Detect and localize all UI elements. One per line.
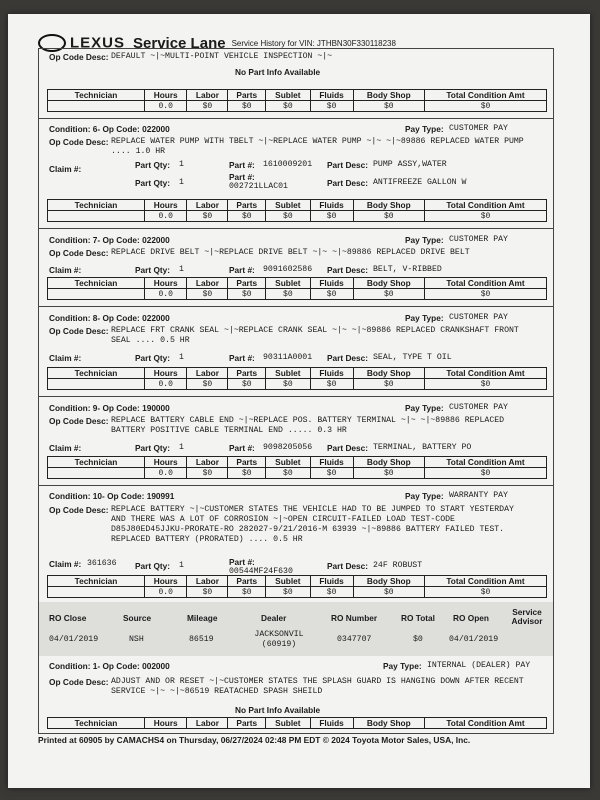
part-qty-label: Part Qty: <box>135 353 171 363</box>
table-cell: $0 <box>425 468 547 479</box>
pay-type-label: Pay Type: <box>405 313 444 323</box>
ro-number-value: 0347707 <box>337 635 372 644</box>
totals-table <box>47 717 547 729</box>
table-cell: Technician <box>48 200 145 211</box>
totals-table <box>47 89 547 112</box>
table-header-row <box>48 718 547 729</box>
divider <box>39 118 553 119</box>
table-cell: $0 <box>353 101 424 112</box>
table-cell: Fluids <box>310 90 353 101</box>
table-cell: Parts <box>228 718 266 729</box>
table-cell: Hours <box>145 368 187 379</box>
table-cell: Total Condition Amt <box>425 278 547 289</box>
part-desc-label: Part Desc: <box>327 160 369 170</box>
part-number: 1610009201 <box>263 160 313 169</box>
part-qty-label: Part Qty: <box>135 561 171 571</box>
table-cell <box>48 587 145 598</box>
table-row <box>48 468 547 479</box>
part-number-label: Part #: <box>229 172 255 182</box>
table-cell: $0 <box>310 587 353 598</box>
part-number: 90311A0001 <box>263 353 313 362</box>
part-desc: PUMP ASSY,WATER <box>373 160 447 169</box>
source-value: NSH <box>129 635 144 644</box>
claim-label: Claim #: <box>49 353 82 363</box>
table-cell: Body Shop <box>353 90 424 101</box>
table-header-row <box>48 457 547 468</box>
table-header-row <box>48 200 547 211</box>
table-cell: Labor <box>187 576 228 587</box>
table-cell: Fluids <box>310 576 353 587</box>
table-cell: $0 <box>310 101 353 112</box>
table-cell: Hours <box>145 200 187 211</box>
op-code-desc-label: Op Code Desc: <box>49 137 109 147</box>
pay-type-label: Pay Type: <box>405 124 444 134</box>
part-number: 9091602586 <box>263 265 313 274</box>
ro-open-date: 04/01/2019 <box>449 635 499 644</box>
repair-order-summary <box>39 602 553 656</box>
table-cell: $0 <box>266 101 310 112</box>
part-desc-label: Part Desc: <box>327 561 369 571</box>
table-cell: Hours <box>145 576 187 587</box>
no-part-info: No Part Info Available <box>235 67 321 77</box>
part-qty: 1 <box>179 561 184 570</box>
table-cell: Sublet <box>266 368 310 379</box>
part-qty-label: Part Qty: <box>135 265 171 275</box>
table-cell: 0.0 <box>145 101 187 112</box>
op-code-desc-label: Op Code Desc: <box>49 248 109 258</box>
table-cell: Fluids <box>310 200 353 211</box>
table-cell: $0 <box>228 379 266 390</box>
totals-table <box>47 575 547 598</box>
table-cell: Body Shop <box>353 200 424 211</box>
table-header-row <box>48 368 547 379</box>
op-code-desc-label: Op Code Desc: <box>49 52 109 62</box>
table-cell: Technician <box>48 90 145 101</box>
table-cell: Sublet <box>266 200 310 211</box>
part-desc-label: Part Desc: <box>327 178 369 188</box>
part-qty: 1 <box>179 443 184 452</box>
divider <box>39 306 553 307</box>
table-cell: 0.0 <box>145 211 187 222</box>
part-qty-label: Part Qty: <box>135 178 171 188</box>
table-cell: $0 <box>187 101 228 112</box>
part-qty-label: Part Qty: <box>135 160 171 170</box>
part-desc: BELT, V-RIBBED <box>373 265 442 274</box>
table-cell: $0 <box>353 468 424 479</box>
table-cell: 0.0 <box>145 587 187 598</box>
table-cell: $0 <box>266 379 310 390</box>
part-desc: ANTIFREEZE GALLON W <box>373 178 467 187</box>
table-cell: Labor <box>187 90 228 101</box>
claim-label: Claim #: <box>49 559 82 569</box>
part-qty: 1 <box>179 160 184 169</box>
table-cell: Parts <box>228 90 266 101</box>
op-code-desc-label: Op Code Desc: <box>49 677 109 687</box>
ro-close-header: RO Close <box>49 613 87 623</box>
op-code-desc: REPLACE BATTERY ~|~CUSTOMER STATES THE VEHICLE HAD TO BE JUMPED TO START YESTERDAY AND THERE WAS A LOT OF CORROSION ~|~OPEN CIRCUIT-FAILED LOAD TEST-CODE D85J80ED45JJKU-PRORATE-RO 282027-9/21/2016-M 63939 ~|~89886 BATTERY FAILED TEST. REPLACED BATTERY (PRORATED) .... 0.5 HR <box>111 505 514 544</box>
table-cell <box>48 289 145 300</box>
dealer-header: Dealer <box>261 613 287 623</box>
table-cell: Technician <box>48 368 145 379</box>
table-row <box>48 379 547 390</box>
ro-close-date: 04/01/2019 <box>49 635 99 644</box>
table-cell: $0 <box>425 587 547 598</box>
part-qty: 1 <box>179 265 184 274</box>
claim-label: Claim #: <box>49 164 82 174</box>
part-number-label: Part #: <box>229 265 255 275</box>
table-cell: $0 <box>266 587 310 598</box>
table-cell: Sublet <box>266 90 310 101</box>
mileage-header: Mileage <box>187 613 218 623</box>
op-code-desc: ADJUST AND OR RESET ~|~CUSTOMER STATES THE SPLASH GUARD IS HANGING DOWN AFTER RECENT SERVICE ~|~ ~|~86519 REATACHED SPASH SHEILD <box>111 677 524 696</box>
table-cell: Hours <box>145 718 187 729</box>
table-cell: $0 <box>353 587 424 598</box>
table-cell: 0.0 <box>145 289 187 300</box>
table-cell: $0 <box>187 289 228 300</box>
part-number: 00544MF24F630 <box>229 567 293 576</box>
condition-title: Condition: 6- Op Code: 022000 <box>49 124 170 134</box>
pay-type: WARRANTY PAY <box>449 491 508 500</box>
pay-type: CUSTOMER PAY <box>449 235 508 244</box>
table-cell: Parts <box>228 368 266 379</box>
table-cell: Total Condition Amt <box>425 457 547 468</box>
table-cell: $0 <box>425 101 547 112</box>
table-cell: Labor <box>187 718 228 729</box>
table-cell: $0 <box>310 379 353 390</box>
op-code-desc-label: Op Code Desc: <box>49 505 109 515</box>
pay-type: CUSTOMER PAY <box>449 313 508 322</box>
table-cell: Total Condition Amt <box>425 90 547 101</box>
table-cell: $0 <box>187 587 228 598</box>
ro-number-header: RO Number <box>331 613 378 623</box>
totals-table <box>47 456 547 479</box>
pay-type-label: Pay Type: <box>405 491 444 501</box>
table-cell: $0 <box>353 211 424 222</box>
op-code-desc: REPLACE DRIVE BELT ~|~REPLACE DRIVE BELT ~|~ ~|~89886 REPLACED DRIVE BELT <box>111 248 470 257</box>
table-cell: $0 <box>228 289 266 300</box>
pay-type-label: Pay Type: <box>383 661 422 671</box>
part-qty: 1 <box>179 353 184 362</box>
ro-total-value: $0 <box>413 635 423 644</box>
pay-type-label: Pay Type: <box>405 235 444 245</box>
part-qty-label: Part Qty: <box>135 443 171 453</box>
table-cell: $0 <box>310 289 353 300</box>
table-cell: Fluids <box>310 457 353 468</box>
table-cell <box>48 211 145 222</box>
part-number-label: Part #: <box>229 160 255 170</box>
table-row <box>48 289 547 300</box>
part-desc-label: Part Desc: <box>327 353 369 363</box>
condition-title: Condition: 9- Op Code: 190000 <box>49 403 170 413</box>
table-cell: Body Shop <box>353 368 424 379</box>
vin-label: Service History for VIN: JTHBN30F330118238 <box>231 38 396 48</box>
table-cell: Parts <box>228 278 266 289</box>
table-cell: $0 <box>266 289 310 300</box>
table-cell: $0 <box>228 468 266 479</box>
table-cell: $0 <box>425 289 547 300</box>
part-qty: 1 <box>179 178 184 187</box>
table-cell: $0 <box>187 211 228 222</box>
ro-open-header: RO Open <box>453 613 489 623</box>
table-cell: Sublet <box>266 278 310 289</box>
table-cell: Hours <box>145 278 187 289</box>
table-cell: Sublet <box>266 718 310 729</box>
brand-name: LEXUS <box>70 34 126 52</box>
op-code-desc: DEFAULT ~|~MULTI-POINT VEHICLE INSPECTION ~|~ <box>111 52 333 61</box>
table-cell: $0 <box>266 468 310 479</box>
table-cell: $0 <box>187 468 228 479</box>
mileage-value: 86519 <box>189 635 214 644</box>
table-header-row <box>48 278 547 289</box>
table-cell <box>48 379 145 390</box>
part-desc: 24F ROBUST <box>373 561 423 570</box>
ro-total-header: RO Total <box>401 613 435 623</box>
op-code-desc-label: Op Code Desc: <box>49 326 109 336</box>
table-cell: Technician <box>48 718 145 729</box>
table-cell: 0.0 <box>145 379 187 390</box>
table-cell: $0 <box>266 211 310 222</box>
op-code-desc: REPLACE WATER PUMP WITH TBELT ~|~REPLACE WATER PUMP ~|~ ~|~89886 REPLACED WATER PUMP .... 1.0 HR <box>111 137 524 156</box>
table-cell: 0.0 <box>145 468 187 479</box>
condition-title: Condition: 8- Op Code: 022000 <box>49 313 170 323</box>
table-header-row <box>48 576 547 587</box>
condition-title: Condition: 7- Op Code: 022000 <box>49 235 170 245</box>
part-number-label: Part #: <box>229 353 255 363</box>
pay-type: CUSTOMER PAY <box>449 124 508 133</box>
table-cell: Hours <box>145 90 187 101</box>
claim-label: Claim #: <box>49 443 82 453</box>
table-cell: Total Condition Amt <box>425 368 547 379</box>
totals-table <box>47 199 547 222</box>
table-cell: $0 <box>310 211 353 222</box>
table-cell <box>48 468 145 479</box>
table-cell: Hours <box>145 457 187 468</box>
table-cell: Total Condition Amt <box>425 576 547 587</box>
claim-label: Claim #: <box>49 265 82 275</box>
condition-title: Condition: 1- Op Code: 002000 <box>49 661 170 671</box>
table-cell: $0 <box>425 211 547 222</box>
divider <box>39 396 553 397</box>
table-cell: Parts <box>228 457 266 468</box>
claim-number: 361636 <box>87 559 117 568</box>
divider <box>39 485 553 486</box>
part-number-label: Part #: <box>229 557 255 567</box>
part-number: 002721LLAC01 <box>229 182 288 191</box>
table-cell: Body Shop <box>353 457 424 468</box>
dealer-value: JACKSONVIL (60919) <box>254 630 304 649</box>
table-cell: Labor <box>187 200 228 211</box>
table-cell: Body Shop <box>353 718 424 729</box>
op-code-desc: REPLACE FRT CRANK SEAL ~|~REPLACE CRANK SEAL ~|~ ~|~89886 REPLACED CRANKSHAFT FRONT SEAL .... 0.5 HR <box>111 326 519 345</box>
table-cell: Labor <box>187 457 228 468</box>
no-part-info: No Part Info Available <box>235 705 321 715</box>
table-cell: Labor <box>187 368 228 379</box>
service-advisor-header: Service Advisor <box>511 607 543 626</box>
pay-type: INTERNAL (DEALER) PAY <box>427 661 531 670</box>
part-desc: TERMINAL, BATTERY PO <box>373 443 472 452</box>
op-code-desc-label: Op Code Desc: <box>49 416 109 426</box>
part-desc: SEAL, TYPE T OIL <box>373 353 452 362</box>
page-title: Service Lane <box>133 34 226 52</box>
part-number: 9098205056 <box>263 443 313 452</box>
table-cell: Technician <box>48 457 145 468</box>
table-cell: $0 <box>353 379 424 390</box>
table-cell: Total Condition Amt <box>425 200 547 211</box>
table-cell: $0 <box>187 379 228 390</box>
table-cell: Labor <box>187 278 228 289</box>
op-code-desc: REPLACE BATTERY CABLE END ~|~REPLACE POS. BATTERY TERMINAL ~|~ ~|~89886 REPLACED BATTERY POSITIVE CABLE TERMINAL END ..... 0.3 HR <box>111 416 505 435</box>
table-cell: Technician <box>48 576 145 587</box>
table-cell: $0 <box>228 587 266 598</box>
table-row <box>48 101 547 112</box>
source-header: Source <box>123 613 152 623</box>
table-cell: Total Condition Amt <box>425 718 547 729</box>
condition-title: Condition: 10- Op Code: 190991 <box>49 491 175 501</box>
table-cell: Body Shop <box>353 576 424 587</box>
part-desc-label: Part Desc: <box>327 265 369 275</box>
table-cell: Fluids <box>310 368 353 379</box>
table-cell: $0 <box>228 211 266 222</box>
table-cell: Body Shop <box>353 278 424 289</box>
totals-table <box>47 277 547 300</box>
table-cell: Technician <box>48 278 145 289</box>
part-number-label: Part #: <box>229 443 255 453</box>
table-cell: $0 <box>425 379 547 390</box>
table-header-row <box>48 90 547 101</box>
table-cell: Fluids <box>310 718 353 729</box>
table-cell <box>48 101 145 112</box>
totals-table <box>47 367 547 390</box>
table-cell: Parts <box>228 200 266 211</box>
pay-type: CUSTOMER PAY <box>449 403 508 412</box>
table-cell: $0 <box>353 289 424 300</box>
table-row <box>48 211 547 222</box>
table-cell: $0 <box>228 101 266 112</box>
service-history-box <box>38 48 554 734</box>
divider <box>39 228 553 229</box>
table-row <box>48 587 547 598</box>
table-cell: Fluids <box>310 278 353 289</box>
table-cell: $0 <box>310 468 353 479</box>
pay-type-label: Pay Type: <box>405 403 444 413</box>
print-footer: Printed at 60905 by CAMACHS4 on Thursday, 06/27/2024 02:48 PM EDT © 2024 Toyota Motor Sales, USA, Inc. <box>38 735 471 745</box>
part-desc-label: Part Desc: <box>327 443 369 453</box>
table-cell: Sublet <box>266 457 310 468</box>
table-cell: Parts <box>228 576 266 587</box>
table-cell: Sublet <box>266 576 310 587</box>
